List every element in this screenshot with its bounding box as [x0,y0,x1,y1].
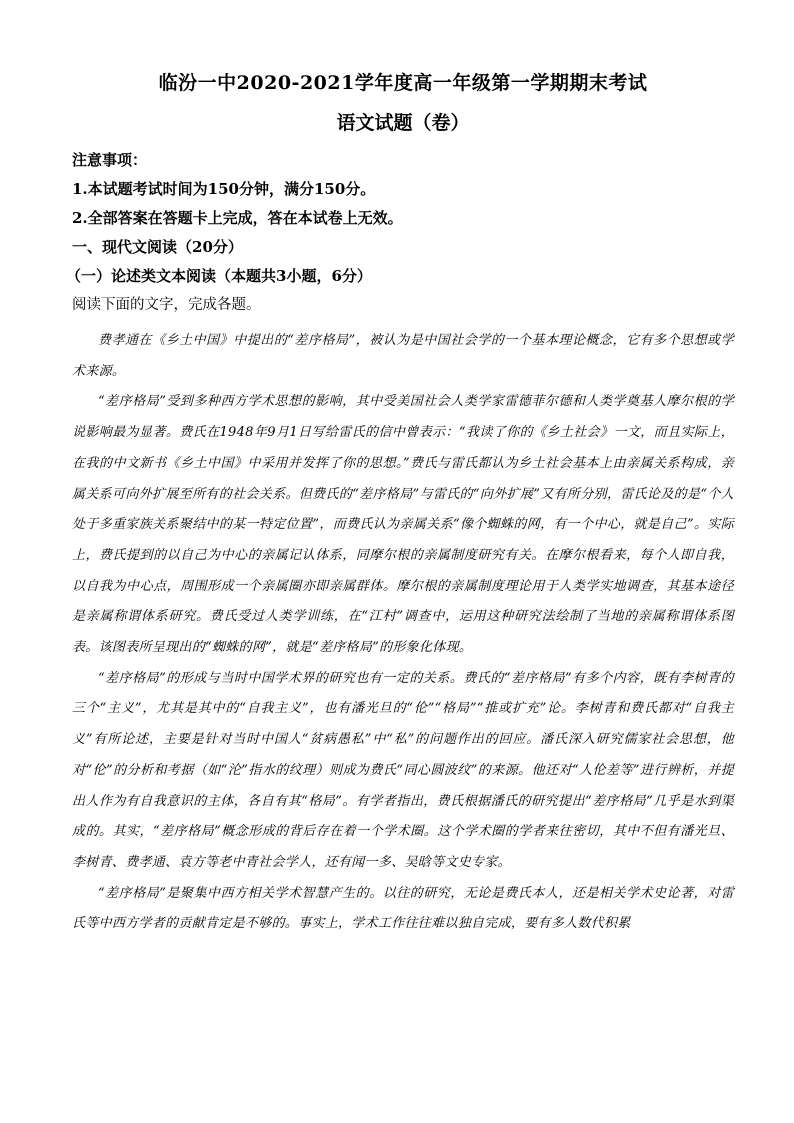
passage-paragraph-2: “差序格局”受到多种西方学术思想的影响，其中受美国社会人类学家雷德菲尔德和人类学奠基人摩尔根的学说影响最为显著。费氏在1948年9月1日写给雷氏的信中曾表示：“我读了你的《乡土社会》一文，而且实际上，在我的中文新书《乡土中国》中采用并发挥了你的思想。”费氏与雷氏都认为乡土社会基本上由亲属关系构成，亲属关系可向外扩展至所有的社会关系。但费氏的“差序格局”与雷氏的“向外扩展”又有所分别，雷氏论及的是“个人处于多重家族关系聚结中的某一特定位置”，而费氏认为亲属关系“像个蜘蛛的网，有一个中心，就是自己”。实际上，费氏提到的以自己为中心的亲属记认体系，同摩尔根的亲属制度研究有关。在摩尔根看来，每个人即自我，以自我为中心点，周围形成一个亲属圈亦即亲属群体。摩尔根的亲属制度理论用于人类学实地调查，其基本途径是亲属称谓体系研究。费氏受过人类学训练，在“江村”调查中，运用这种研究法绘制了当地的亲属称谓体系图表。该图表所呈现出的“蜘蛛的网”，就是“差序格局”的形象化体现。 [72,394,734,656]
exam-title: 临汾一中2020-2021学年度高一年级第一学期期末考试 [158,72,648,94]
note-item-time: 1.本试题考试时间为150分钟，满分150分。 [72,180,376,198]
section-heading: 一、现代文阅读（20分） [72,238,243,256]
notes-heading: 注意事项： [72,151,148,169]
passage-paragraph-3: “差序格局”的形成与当时中国学术界的研究也有一定的关系。费氏的“差序格局”有多个内容，既有李树青的三个“主义”，尤其是其中的“自我主义”，也有潘光旦的“伦”“格局”“推或扩充”论。李树青和费氏都对“自我主义”有所论述，主要是针对当时中国人“贫病愚私”中“私”的问题作出的回应。潘氏深入研究儒家社会思想，他对“伦”的分析和考据（如“沦”指水的纹理）则成为费氏“同心圆波纹”的来源。他还对“人伦差等”进行辨析，并提出人作为有自我意识的主体，各自有其“格局”。有学者指出，费氏根据潘氏的研究提出“差序格局”几乎是水到渠成的。其实，“差序格局”概念形成的背后存在着一个学术圈。这个学术圈的学者来往密切，其中不但有潘光旦、李树青、费孝通、袁方等老中青社会学人，还有闻一多、吴晗等文史专家。 [72,670,734,870]
reading-instruction: 阅读下面的文字，完成各题。 [72,297,261,313]
passage-paragraph-4: “差序格局”是聚集中西方相关学术智慧产生的。以往的研究，无论是费氏本人，还是相关学术史论著，对雷氏等中西方学者的贡献肯定是不够的。事实上，学术工作往往难以独自完成，要有多人数代积累 [72,885,734,932]
note-item-answer-sheet: 2.全部答案在答题卡上完成，答在本试卷上无效。 [72,209,403,227]
passage-paragraph-1: 费孝通在《乡土中国》中提出的“差序格局”，被认为是中国社会学的一个基本理论概念，它有多个思想或学术来源。 [72,333,734,379]
exam-subtitle: 语文试题（卷） [336,112,470,134]
subsection-heading: （一）论述类文本阅读（本题共3小题，6分） [66,267,372,285]
